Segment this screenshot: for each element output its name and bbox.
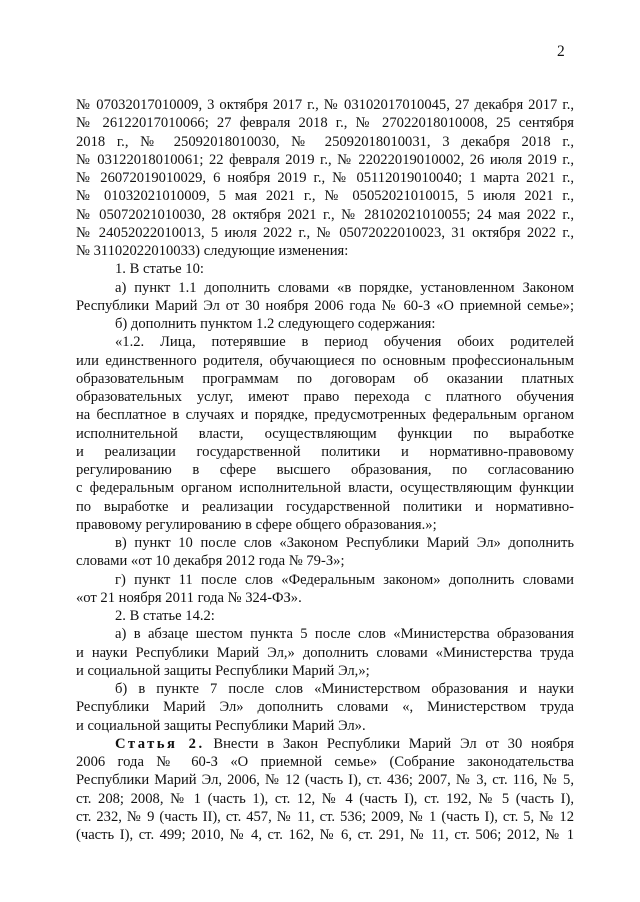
text-line: регулированию в сфере высшего образования, по согласованию (76, 462, 574, 478)
article-line (76, 735, 574, 753)
text-line: и реализации государственной политики и нормативно-правовому (76, 443, 574, 460)
text-line: «1.2. Лица, потерявшие в период обучения обоих родителей (115, 334, 574, 351)
text-line: а) пункт 1.1 дополнить словами «в порядке, установленном Законом (115, 279, 574, 296)
text-line: исполнительной власти, осуществляющим функции по выработке (76, 425, 574, 442)
document-body (76, 96, 574, 844)
text-line: № 05072021010030, 28 октября 2021 г., № 28102021010055; 24 мая 2022 г., (76, 206, 574, 223)
text-line: Республики Марий Эл» дополнить словами «, Министерством труда (76, 699, 574, 716)
text-line: (часть I), ст. 499; 2010, № 4, ст. 162, № 6, ст. 291, № 11, ст. 506; 2012, № 1 (76, 827, 574, 843)
text-line: б) в пункте 7 после слов «Министерством образования и науки (115, 681, 574, 697)
text-line: а) в абзаце шестом пункта 5 после слов «Министерства образования (115, 626, 574, 643)
text-line: № 24052022010013, 5 июля 2022 г., № 05072022010023, 31 октября 2022 г., (76, 224, 574, 241)
text-line: в) пункт 10 после слов «Законом Республики Марий Эл» дополнить (115, 535, 574, 551)
article-text: Внести в Закон Республики Марий Эл от 30 ноября (213, 735, 574, 752)
text-line: с федеральным органом исполнительной власти, осуществляющим функции (76, 480, 574, 497)
text-line: и науки Республики Марий Эл,» дополнить словами «Министерства труда (76, 644, 574, 661)
text-line: № 26072019010029, 6 ноября 2019 г., № 05112019010040; 1 марта 2021 г., (76, 170, 574, 186)
text-line: 2006 года № 60-З «О приемной семье» (Собрание законодательства (76, 754, 574, 770)
text-line: г) пункт 11 после слов «Федеральным законом» дополнить словами (115, 571, 574, 588)
text-line: ст. 232, № 9 (часть II), ст. 457, № 11, ст. 536; 2009, № 1 (часть I), ст. 5, № 12 (76, 808, 574, 825)
text-line: образовательным программам по договорам об оказании платных (76, 370, 574, 387)
text-line: № 26122017010066; 27 февраля 2018 г., № 27022018010008, 25 сентября (76, 115, 574, 132)
text-line: № 01032021010009, 5 мая 2021 г., № 05052021010015, 5 июля 2021 г., (76, 188, 574, 205)
article-heading: Статья 2. (115, 735, 205, 752)
text-line: № 31102022010033) следующие изменения: (76, 243, 349, 259)
text-line: и социальной защиты Республики Марий Эл,»; (76, 662, 370, 679)
text-line: по выработке и реализации государственной политики и нормативно- (76, 498, 574, 515)
section-heading: 1. В статье 10: (115, 261, 204, 278)
text-line: и социальной защиты Республики Марий Эл». (76, 717, 366, 734)
text-line: 2018 г., № 25092018010030, № 25092018010031, 3 декабря 2018 г., (76, 133, 574, 150)
text-line: правовому регулированию в сфере общего образования.»; (76, 516, 437, 533)
text-line: Республики Марий Эл от 30 ноября 2006 года № 60-З «О приемной семье»; (76, 297, 574, 314)
text-line: словами «от 10 декабря 2012 года № 79-З»; (76, 553, 345, 570)
text-line: или единственного родителя, обучающиеся по основным профессиональным (76, 352, 574, 369)
section-heading: 2. В статье 14.2: (115, 608, 215, 624)
text-line: на бесплатное в случаях и порядке, предусмотренных федеральным органом (76, 407, 574, 424)
text-line: Республики Марий Эл, 2006, № 12 (часть I), ст. 436; 2007, № 3, ст. 116, № 5, (76, 772, 574, 789)
text-line: «от 21 ноября 2011 года № 324-ФЗ». (76, 589, 302, 606)
text-line: № 03122018010061; 22 февраля 2019 г., № 22022019010002, 26 июля 2019 г., (76, 151, 574, 168)
page-number: 2 (557, 43, 565, 60)
text-line: б) дополнить пунктом 1.2 следующего содержания: (115, 316, 436, 332)
text-line: образовательных услуг, имеют право перехода с платного обучения (76, 389, 574, 405)
text-line: № 07032017010009, 3 октября 2017 г., № 03102017010045, 27 декабря 2017 г., (76, 97, 574, 113)
text-line: ст. 208; 2008, № 1 (часть 1), ст. 12, № 4 (часть I), ст. 192, № 5 (часть I), (76, 790, 574, 807)
